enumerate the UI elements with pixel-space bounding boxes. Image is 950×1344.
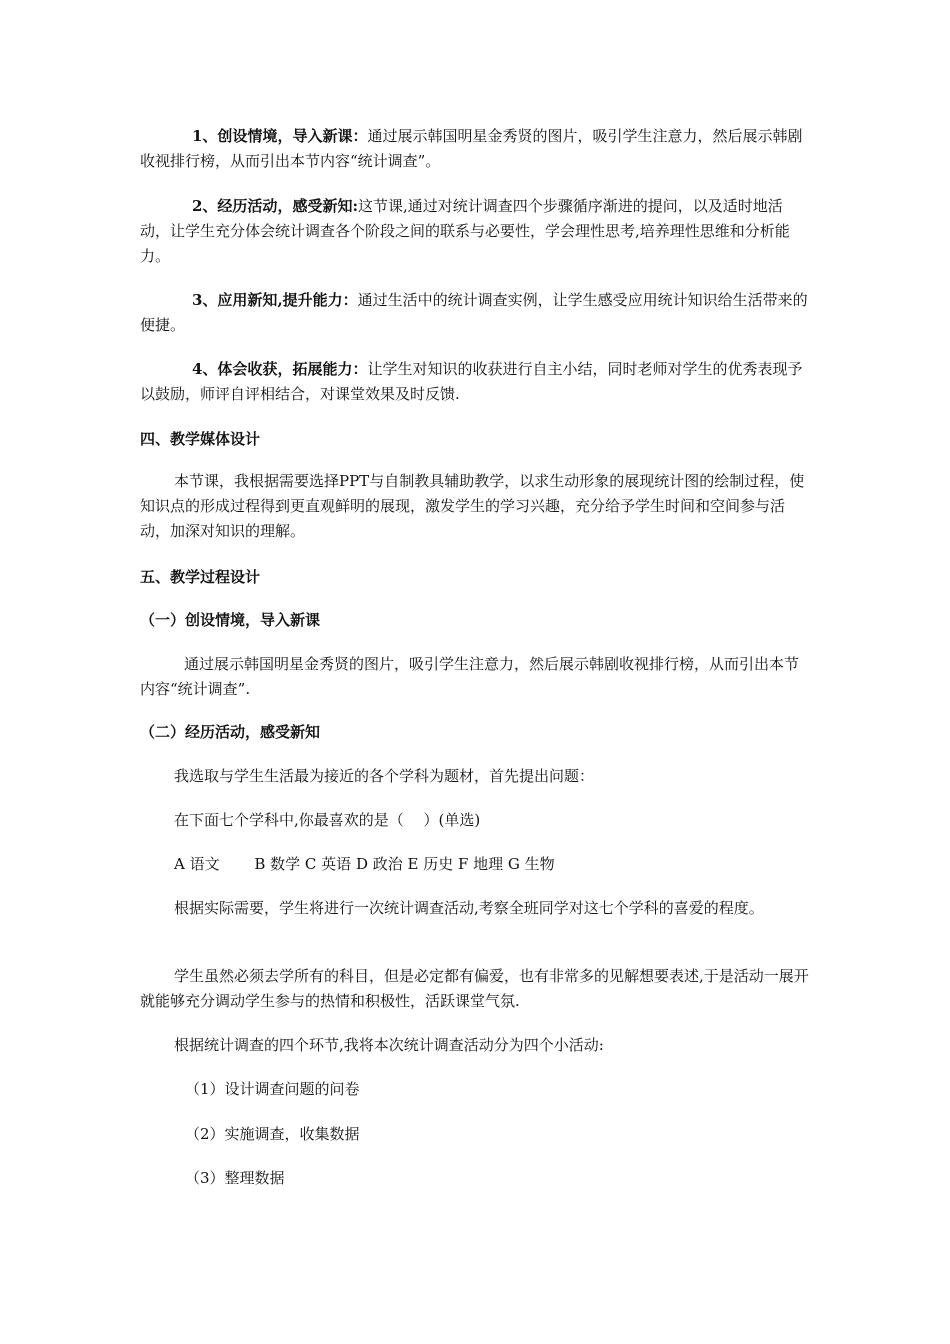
step-2-title: 2、经历活动，感受新知: <box>192 197 358 215</box>
step-2-text: 这节课,通过对统计调查四个步骤循序渐进的提问，以及适时地活动，让学生充分体会统计调查各个阶段之间的联系与必要性，学会理性思考,培养理性思维和分析能力。 <box>140 197 790 265</box>
step-2-paragraph <box>140 194 812 269</box>
question-text: 在下面七个学科中,你最喜欢的是（ ）(单选) <box>174 811 481 829</box>
activity-item-2: （2）实施调查，收集数据 <box>185 1125 360 1143</box>
subsection-1-heading: （一）创设情境，导入新课 <box>140 611 321 629</box>
question-options: A 语文 B 数学 C 英语 D 政治 E 历史 F 地理 G 生物 <box>174 855 555 873</box>
subsection-2-heading: （二）经历活动，感受新知 <box>140 723 321 741</box>
section-4-heading: 四、教学媒体设计 <box>140 430 261 448</box>
section-5-heading: 五、教学过程设计 <box>140 568 261 586</box>
step-4-title: 4、体会收获，拓展能力： <box>192 360 368 378</box>
step-1-title: 1、创设情境，导入新课： <box>192 127 368 145</box>
step-1-text: 通过展示韩国明星金秀贤的图片，吸引学生注意力，然后展示韩剧收视排行榜，从而引出本节内容“统计调查”。 <box>140 127 803 170</box>
step-3-text: 通过生活中的统计调查实例，让学生感受应用统计知识给生活带来的便捷。 <box>140 291 808 334</box>
step-3-paragraph <box>140 288 812 338</box>
step-1-paragraph <box>140 124 812 174</box>
step-4-text: 让学生对知识的收获进行自主小结，同时老师对学生的优秀表现予以鼓励，师评自评相结合，对课堂效果及时反馈. <box>140 360 803 403</box>
section-4-body: 本节课，我根据需要选择PPT与自制教具辅助教学，以求生动形象的展现统计图的绘制过程，使知识点的形成过程得到更直观鲜明的展现，激发学生的学习兴趣，充分给予学生时间和空间参与活动，加深对知识的理解。 <box>140 472 805 540</box>
subsection-2-para-3: 根据统计调查的四个环节,我将本次统计调查活动分为四个小活动: <box>174 1036 604 1054</box>
subsection-1-body: 通过展示韩国明星金秀贤的图片，吸引学生注意力，然后展示韩剧收视排行榜，从而引出本节内容“统计调查”. <box>140 655 800 698</box>
activity-item-3: （3）整理数据 <box>185 1169 285 1187</box>
subsection-2-intro: 我选取与学生生活最为接近的各个学科为题材，首先提出问题： <box>174 767 595 785</box>
subsection-2-para-2: 学生虽然必须去学所有的科目，但是必定都有偏爱，也有非常多的见解想要表述,于是活动一展开就能够充分调动学生参与的热情和积极性，活跃课堂气氛. <box>140 967 809 1010</box>
step-3-title: 3、应用新知,提升能力： <box>192 291 358 309</box>
step-4-paragraph <box>140 357 812 407</box>
activity-item-1: （1）设计调查问题的问卷 <box>185 1080 360 1098</box>
subsection-2-para-1: 根据实际需要，学生将进行一次统计调查活动,考察全班同学对这七个学科的喜爱的程度。 <box>174 899 764 917</box>
